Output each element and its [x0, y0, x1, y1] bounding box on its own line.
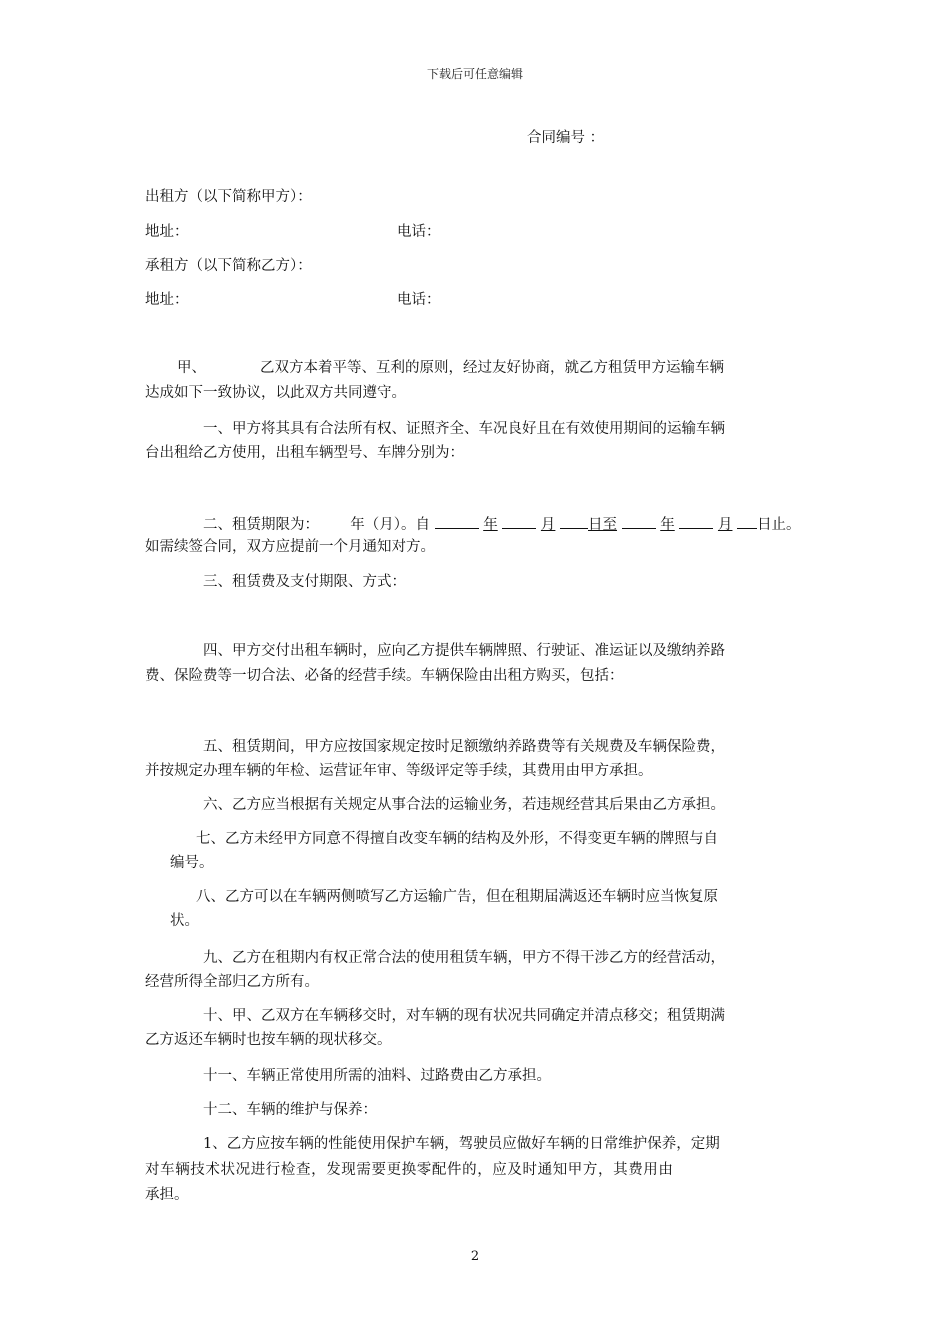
- clause-7-line-2: 编号。: [170, 855, 214, 871]
- clause-2-line-2: 如需续签合同，双方应提前一个月通知对方。: [145, 539, 435, 555]
- start-day-blank: [560, 512, 588, 529]
- start-year-label: 年: [483, 517, 498, 533]
- start-month-label: 月: [540, 517, 556, 533]
- clause-5-line-2: 并按规定办理车辆的年检、运营证年审、等级评定等手续，其费用由甲方承担。: [145, 763, 653, 779]
- clause-9-line-2: 经营所得全部归乙方所有。: [145, 974, 319, 990]
- clause-7-line-1: 七、乙方未经甲方同意不得擅自改变车辆的结构及外形，不得变更车辆的牌照与自: [196, 831, 718, 847]
- end-month-blank: [679, 512, 713, 529]
- clause-4-line-2: 费、保险费等一切合法、必备的经营手续。车辆保险由出租方购买，包括：: [145, 668, 624, 684]
- clause-2-line-1: [203, 512, 801, 535]
- clause-12-1-line-1: 1、乙方应按车辆的性能使用保护车辆，驾驶员应做好车辆的日常维护保养，定期: [203, 1136, 720, 1152]
- lessee-address-label: 地址：: [145, 292, 189, 308]
- clause-12-1-line-2: 对车辆技术状况进行检查，发现需要更换零配件的，应及时通知甲方，其费用由: [145, 1162, 674, 1178]
- start-month-blank: [502, 512, 536, 529]
- end-month-label: 月: [717, 517, 733, 533]
- lessor-phone-label: 电话：: [397, 224, 441, 240]
- start-day-label: 日至: [588, 517, 618, 533]
- end-year-label: 年: [660, 517, 675, 533]
- start-year-blank: [435, 512, 479, 529]
- end-day-label: 日止。: [757, 517, 801, 533]
- clause-3: 三、租赁费及支付期限、方式：: [203, 574, 406, 590]
- intro-party-a: 甲、: [177, 360, 206, 376]
- page-header: 下载后可任意编辑: [426, 67, 523, 81]
- intro-line-2: 达成如下一致协议，以此双方共同遵守。: [145, 385, 406, 401]
- clause-8-line-2: 状。: [170, 913, 199, 929]
- contract-number-label: 合同编号 ：: [527, 130, 605, 146]
- end-day-blank: [737, 512, 757, 529]
- clause-2-duration: 年（月）。自: [350, 517, 430, 533]
- clause-12: 十二、车辆的维护与保养：: [203, 1102, 377, 1118]
- clause-11: 十一、车辆正常使用所需的油料、过路费由乙方承担。: [203, 1068, 551, 1084]
- clause-6: 六、乙方应当根据有关规定从事合法的运输业务，若违规经营其后果由乙方承担。: [203, 797, 725, 813]
- lessee-label: 承租方（以下简称乙方）：: [145, 258, 312, 274]
- clause-10-line-1: 十、甲、乙双方在车辆移交时，对车辆的现有状况共同确定并清点移交；租赁期满: [203, 1008, 725, 1024]
- clause-4-line-1: 四、甲方交付出租车辆时，应向乙方提供车辆牌照、行驶证、准运证以及缴纳养路: [203, 643, 725, 659]
- lessor-label: 出租方（以下简称甲方）：: [145, 189, 312, 205]
- clause-8-line-1: 八、乙方可以在车辆两侧喷写乙方运输广告，但在租期届满返还车辆时应当恢复原: [196, 889, 718, 905]
- clause-5-line-1: 五、租赁期间，甲方应按国家规定按时足额缴纳养路费等有关规费及车辆保险费，: [203, 739, 725, 755]
- clause-1-line-1: 一、甲方将其具有合法所有权、证照齐全、车况良好且在有效使用期间的运输车辆: [203, 421, 725, 437]
- clause-1-line-2: 台出租给乙方使用，出租车辆型号、车牌分别为：: [145, 445, 464, 461]
- end-year-blank: [622, 512, 656, 529]
- lessee-phone-label: 电话：: [397, 292, 441, 308]
- clause-9-line-1: 九、乙方在租期内有权正常合法的使用租赁车辆，甲方不得干涉乙方的经营活动，: [203, 950, 725, 966]
- intro-line-1: 乙双方本着平等、互利的原则，经过友好协商，就乙方租赁甲方运输车辆: [260, 360, 724, 376]
- clause-10-line-2: 乙方返还车辆时也按车辆的现状移交。: [145, 1032, 392, 1048]
- page-number: 2: [470, 1249, 480, 1264]
- lessor-address-label: 地址：: [145, 224, 189, 240]
- clause-2-label: 二、租赁期限为：: [203, 517, 319, 533]
- clause-12-1-line-3: 承担。: [145, 1187, 189, 1203]
